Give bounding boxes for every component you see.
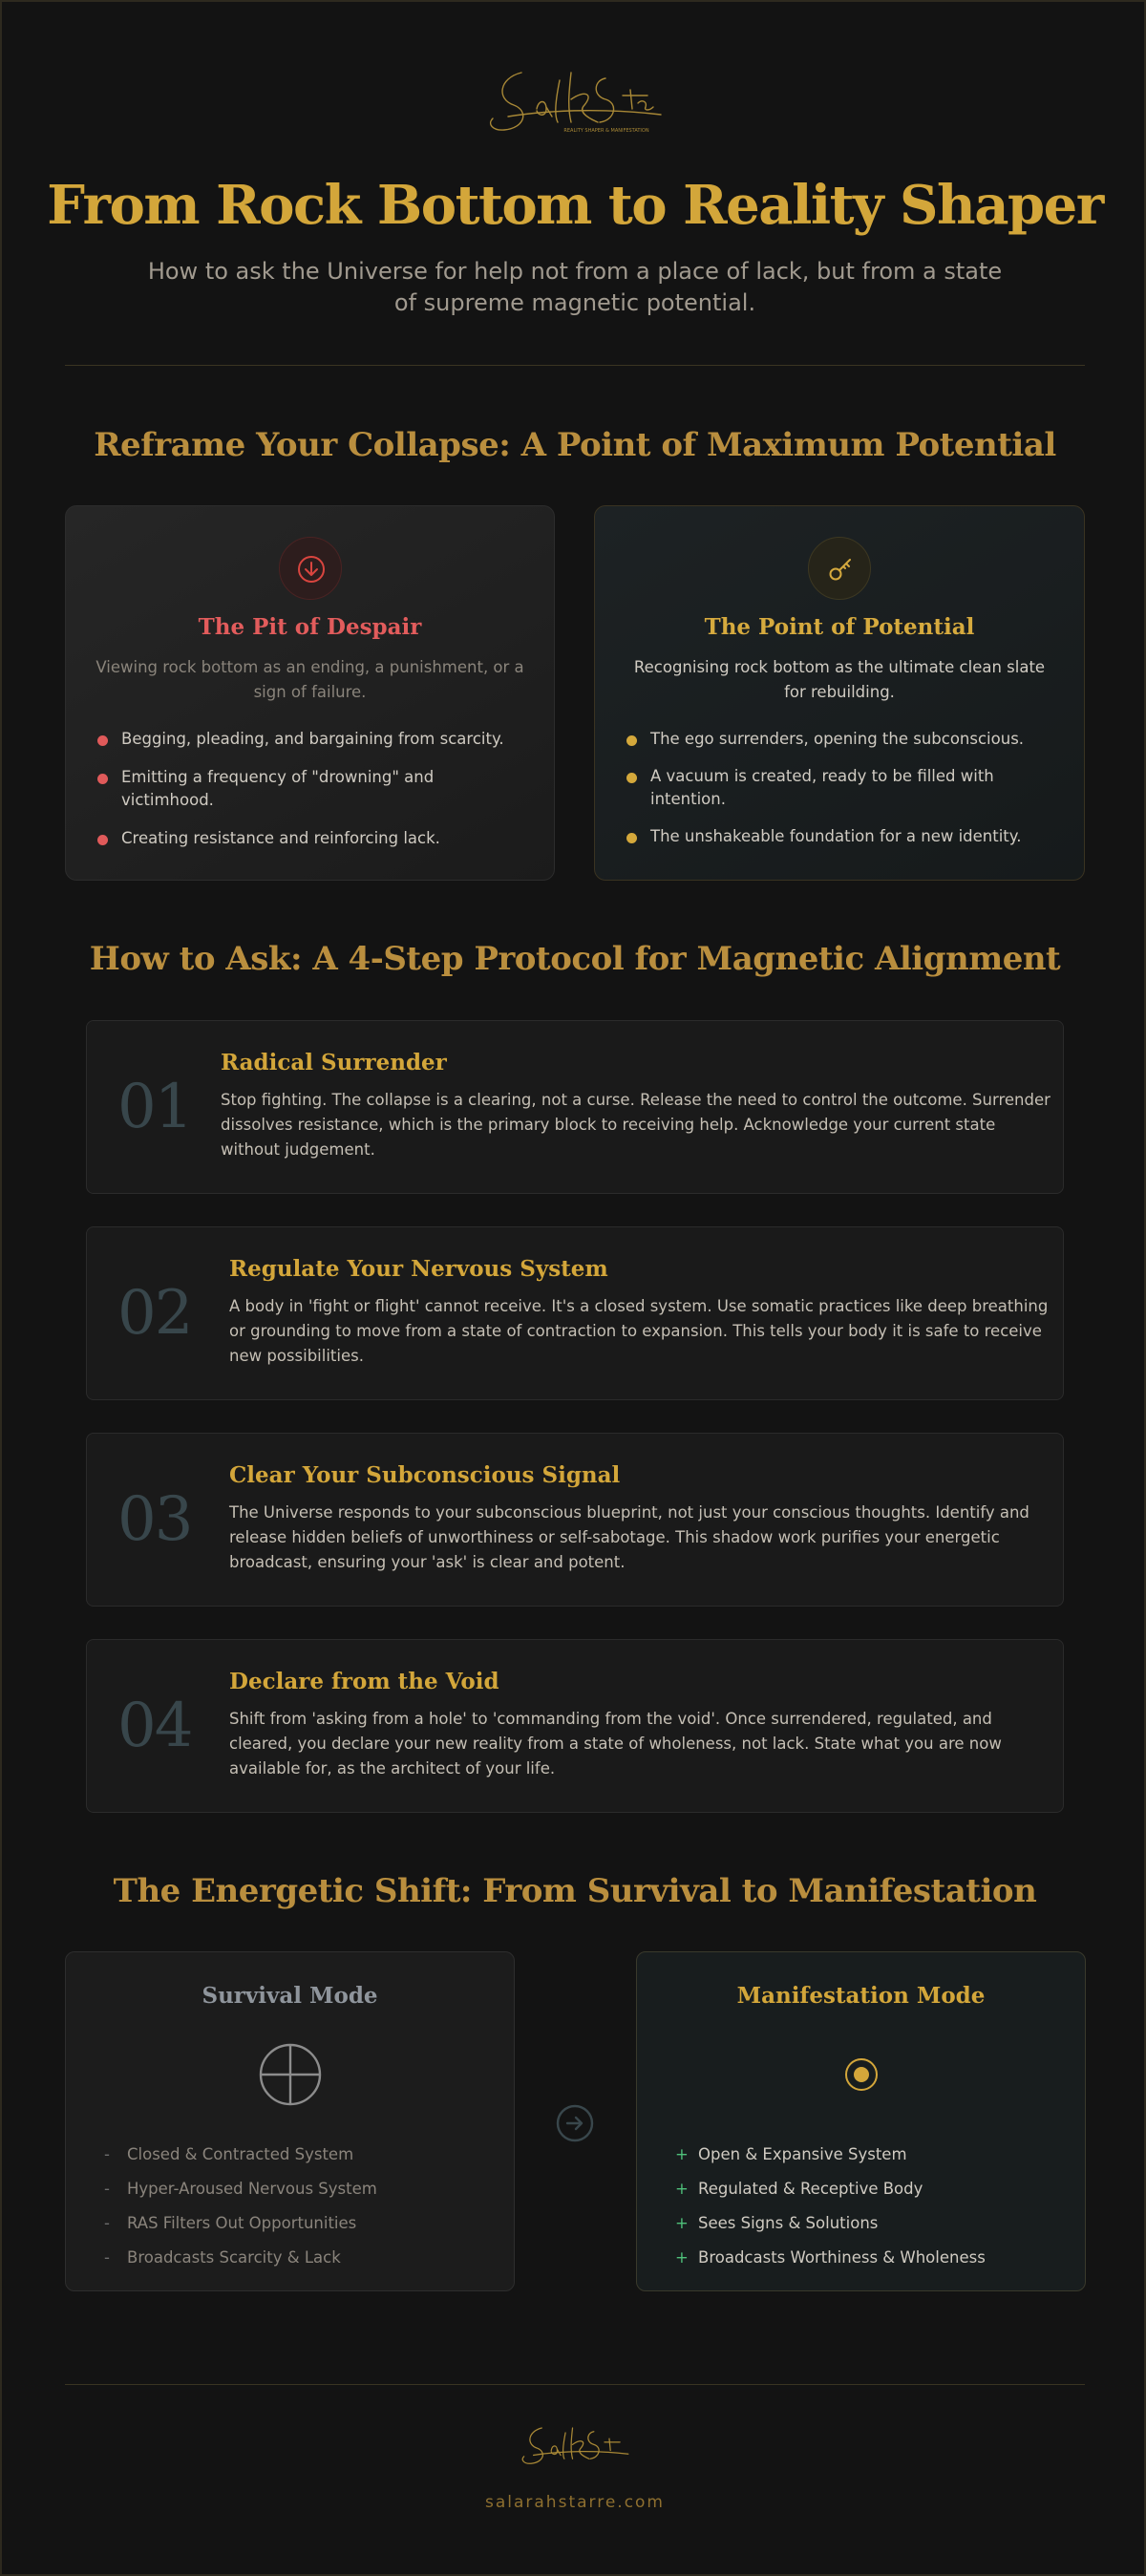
bullet-dot <box>626 735 637 746</box>
target-dot-icon <box>844 2057 879 2092</box>
step-card <box>86 1433 1064 1607</box>
survival-mode-list <box>104 2138 377 2275</box>
step-number: 02 <box>117 1278 192 1349</box>
despair-description: Viewing rock bottom as an ending, a punishment, or a sign of failure. <box>96 658 524 701</box>
manifestation-mode-card <box>636 1951 1086 2291</box>
step-card <box>86 1639 1064 1813</box>
protocol-heading: How to Ask: A 4-Step Protocol for Magnetic Alignment <box>89 940 1061 978</box>
list-item: Begging, pleading, and bargaining from scarcity. <box>96 728 527 751</box>
step-card <box>86 1020 1064 1194</box>
footer-signature-logo <box>516 2420 634 2470</box>
step-title: Radical Surrender <box>221 1050 447 1075</box>
list-item: The ego surrenders, opening the subconscious. <box>626 728 1057 751</box>
step-title: Declare from the Void <box>229 1669 499 1694</box>
step-card <box>86 1226 1064 1400</box>
list-item: + Broadcasts Worthiness & Wholeness <box>675 2248 986 2267</box>
step-text: A body in 'fight or flight' cannot receive. It's a closed system. Use somatic practices like deep breathing or grounding to move from a state of contraction to expansion. This tells your body it is safe to receive new possibilities. <box>229 1297 1049 1365</box>
list-item: - Broadcasts Scarcity & Lack <box>104 2248 341 2267</box>
step-title: Clear Your Subconscious Signal <box>229 1462 621 1488</box>
list-item: - Hyper-Aroused Nervous System <box>104 2180 377 2198</box>
list-item: A vacuum is created, ready to be filled with intention. <box>626 765 1057 811</box>
list-item: - RAS Filters Out Opportunities <box>104 2214 357 2232</box>
step-text: Stop fighting. The collapse is a clearing, not a curse. Release the need to control the outcome. Surrender dissolves resistance, which is the primary block to receiving help. Acknowledge your current state without judgement. <box>221 1091 1050 1159</box>
step-number: 01 <box>117 1072 192 1142</box>
survival-mode-card <box>65 1951 515 2291</box>
step-title: Regulate Your Nervous System <box>229 1256 608 1282</box>
bullet-dot <box>626 833 637 843</box>
step-number: 04 <box>117 1691 192 1761</box>
bullet-dot <box>97 735 108 746</box>
crosshair-icon <box>258 2042 323 2107</box>
potential-title: The Point of Potential <box>704 614 975 640</box>
pit-of-despair-card <box>65 505 555 881</box>
list-item: Emitting a frequency of "drowning" and victimhood. <box>96 766 527 812</box>
survival-mode-title: Survival Mode <box>202 1983 378 2009</box>
despair-bullet-list <box>96 728 527 850</box>
arrow-down-circle-icon <box>279 537 342 600</box>
manifestation-mode-title: Manifestation Mode <box>736 1983 986 2009</box>
point-of-potential-card <box>594 505 1085 881</box>
step-number: 03 <box>117 1484 192 1555</box>
list-item: + Open & Expansive System <box>675 2145 907 2163</box>
potential-description: Recognising rock bottom as the ultimate clean slate for rebuilding. <box>633 658 1046 701</box>
logo-tagline: REALITY SHAPER & MANIFESTATION <box>563 128 649 134</box>
header-divider <box>65 365 1085 366</box>
list-item: + Regulated & Receptive Body <box>675 2180 923 2198</box>
potential-bullet-list <box>626 728 1057 848</box>
step-text: The Universe responds to your subconscious blueprint, not just your conscious thoughts. Identify and release hidden beliefs of unworthiness or self-sabotage. This shadow work purifies your energetic broadcast, ensuring your 'ask' is clear and potent. <box>229 1503 1029 1571</box>
despair-title: The Pit of Despair <box>198 614 422 640</box>
footer-divider <box>65 2384 1085 2385</box>
bullet-dot <box>97 774 108 784</box>
bullet-dot <box>97 835 108 845</box>
list-item: Creating resistance and reinforcing lack. <box>96 827 527 850</box>
footer-website-link[interactable]: salarahstarre.com <box>484 2493 665 2512</box>
page-subtitle: How to ask the Universe for help not from a place of lack, but from a state of supreme magnetic potential. <box>147 258 1003 316</box>
reframe-heading: Reframe Your Collapse: A Point of Maximum Potential <box>94 426 1056 464</box>
step-text: Shift from 'asking from a hole' to 'commanding from the void'. Once surrendered, regulated, and cleared, you declare your new reality from a state of wholeness, not lack. State what you are now available for, as the architect of your life. <box>229 1710 1002 1778</box>
arrow-right-circle-icon <box>555 2103 595 2143</box>
list-item: - Closed & Contracted System <box>104 2145 354 2163</box>
shift-heading: The Energetic Shift: From Survival to Manifestation <box>113 1872 1037 1910</box>
key-icon <box>808 537 871 600</box>
manifestation-mode-list <box>675 2138 986 2275</box>
signature-logo <box>479 61 670 139</box>
bullet-dot <box>626 773 637 783</box>
list-item: The unshakeable foundation for a new identity. <box>626 825 1057 848</box>
list-item: + Sees Signs & Solutions <box>675 2214 879 2232</box>
page-title: From Rock Bottom to Reality Shaper <box>47 174 1103 237</box>
